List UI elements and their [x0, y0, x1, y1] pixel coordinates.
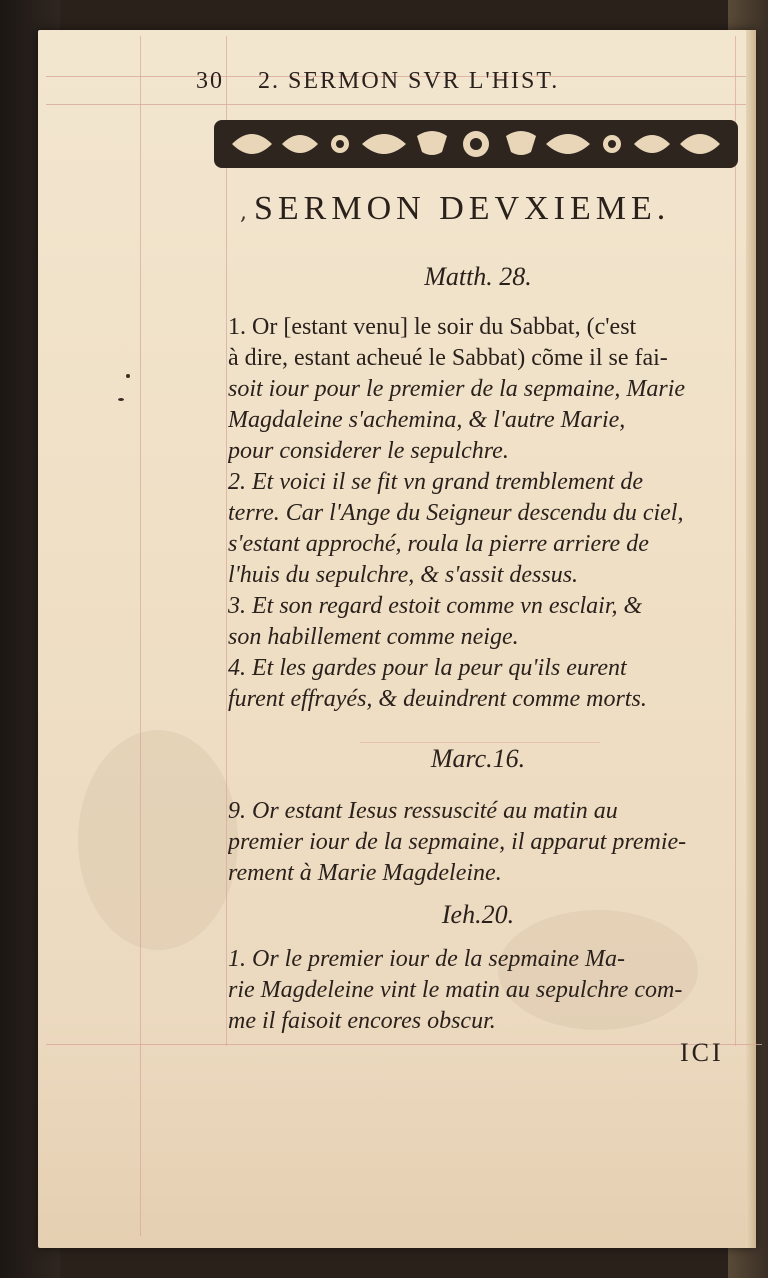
scripture-reference: Marc.16.: [430, 744, 526, 773]
scripture-text: [228, 796, 734, 889]
ink-mark: [118, 398, 124, 401]
text-line: furent effrayés, & deuindrent comme morts.: [228, 686, 647, 712]
ornamental-headpiece: [212, 116, 740, 172]
text-line: rie Magdeleine vint le matin au sepulchre com-: [228, 977, 683, 1003]
text-line: premier iour de la sepmaine, il apparut premie-: [228, 829, 687, 855]
paper-stain: [78, 730, 238, 950]
ruled-line: [360, 742, 600, 743]
ink-mark: [126, 374, 130, 378]
text-line: s'estant approché, roula la pierre arriere de: [228, 531, 649, 557]
ruled-line: [46, 1044, 762, 1045]
text-line: pour considerer le sepulchre.: [228, 438, 509, 464]
page-number: 30: [196, 68, 224, 94]
text-line: 9. Or estant Iesus ressuscité au matin au: [228, 798, 618, 824]
text-line: 4. Et les gardes pour la peur qu'ils eurent: [228, 655, 627, 681]
text-line: 1. Or le premier iour de la sepmaine Ma-: [228, 946, 626, 972]
scripture-reference: Ieh.20.: [441, 900, 515, 929]
page-edge: [746, 30, 756, 1248]
text-line: me il faisoit encores obscur.: [228, 1008, 496, 1034]
ruled-line: [140, 36, 141, 1236]
sermon-title: SERMON DEVXIEME.: [254, 190, 671, 227]
ruled-line: [735, 36, 736, 1046]
text-line: soit iour pour le premier de la sepmaine, Marie: [228, 376, 686, 402]
ruled-line: [226, 36, 227, 1046]
running-head: [196, 68, 676, 104]
text-line: terre. Car l'Ange du Seigneur descendu du ciel,: [228, 500, 684, 526]
text-line: 2. Et voici il se fit vn grand tremblement de: [228, 469, 644, 495]
text-line: Magdaleine s'achemina, & l'autre Marie,: [228, 407, 626, 433]
text-line: 1. Or [estant venu] le soir du Sabbat, (c'est: [228, 314, 637, 340]
text-line: son habillement comme neige.: [228, 624, 519, 650]
scripture-text: [228, 312, 734, 715]
text-line: 3. Et son regard estoit comme vn esclair, &: [228, 593, 643, 619]
scripture-text: [228, 944, 734, 1037]
running-head-title: 2. SERMON SVR L'HIST.: [258, 68, 560, 94]
text-line: l'huis du sepulchre, & s'assit dessus.: [228, 562, 579, 588]
catchword: ICI: [680, 1038, 724, 1067]
ruled-line: [46, 104, 746, 105]
text-line: à dire, estant acheué le Sabbat) cõme il se fai-: [228, 345, 668, 371]
text-line: rement à Marie Magdeleine.: [228, 860, 502, 886]
ink-mark: ,: [240, 200, 247, 225]
scripture-reference: Matth. 28.: [424, 262, 532, 291]
